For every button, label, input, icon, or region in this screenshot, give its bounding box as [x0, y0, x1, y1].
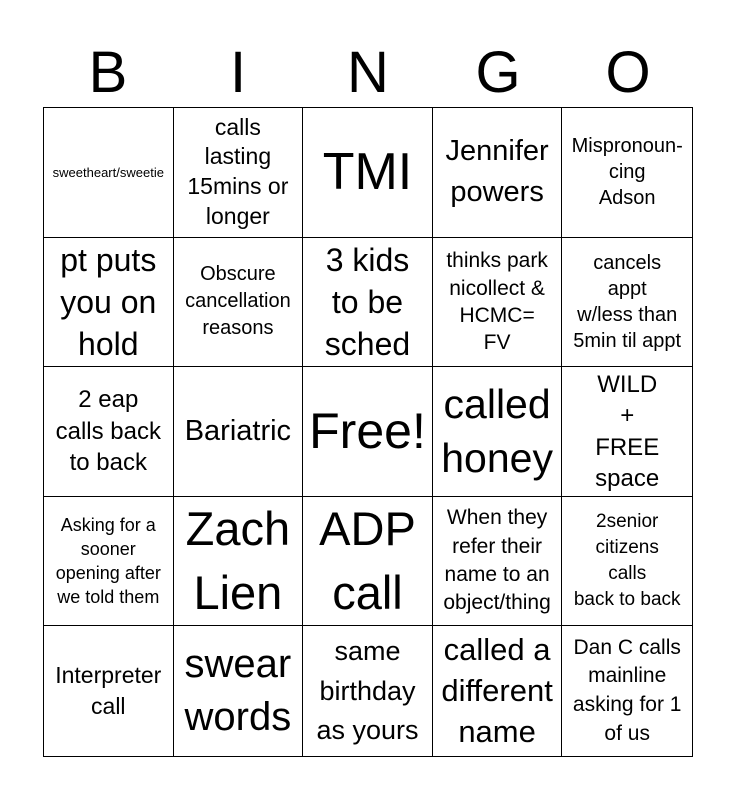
bingo-cell-text: called honey: [441, 381, 553, 482]
bingo-cell-text: 3 kids to be sched: [324, 241, 411, 363]
bingo-cell[interactable]: [303, 238, 433, 368]
bingo-board: [43, 107, 693, 757]
bingo-cell[interactable]: [433, 238, 563, 368]
bingo-cell[interactable]: [44, 108, 174, 238]
bingo-cell-text: Dan C calls mainline asking for 1 of us: [572, 635, 682, 745]
bingo-cell-text: Obscure cancellation reasons: [185, 263, 291, 340]
bingo-cell[interactable]: [174, 108, 304, 238]
bingo-cell[interactable]: [433, 497, 563, 627]
header-letter-n: N: [347, 40, 389, 105]
bingo-cell[interactable]: [433, 626, 563, 756]
bingo-cell-text: sweetheart/sweetie: [52, 164, 164, 180]
bingo-cell-text: Interpreter call: [55, 662, 162, 720]
bingo-cell-text: Free!: [309, 402, 426, 459]
bingo-cell[interactable]: [174, 238, 304, 368]
bingo-cell[interactable]: [562, 626, 692, 756]
bingo-cell[interactable]: [44, 238, 174, 368]
bingo-cell-text: called a different name: [441, 631, 553, 749]
header-letter-b: B: [88, 40, 128, 105]
bingo-cell[interactable]: [44, 497, 174, 627]
bingo-cell-text: 2senior citizens calls back to back: [573, 511, 681, 611]
header-letter-i: I: [229, 40, 247, 105]
bingo-cell-text: Bariatric: [184, 415, 292, 448]
bingo-cell[interactable]: [44, 367, 174, 497]
bingo-cell[interactable]: [433, 108, 563, 238]
bingo-cell-text: WILD + FREE space: [595, 371, 660, 492]
bingo-cell[interactable]: [562, 497, 692, 627]
bingo-cell-text: same birthday as yours: [316, 636, 419, 745]
bingo-cell-text: calls lasting 15mins or longer: [187, 113, 289, 230]
bingo-cell[interactable]: [174, 497, 304, 627]
header-letter-g: G: [475, 40, 521, 105]
bingo-cell-text: swear words: [184, 642, 292, 740]
bingo-cell[interactable]: [303, 367, 433, 497]
bingo-cell-text: thinks park nicollect & HCMC= FV: [446, 249, 548, 355]
bingo-cell[interactable]: [562, 238, 692, 368]
bingo-cell-text: cancels appt w/less than 5min til appt: [573, 251, 682, 352]
bingo-cell[interactable]: [44, 626, 174, 756]
bingo-header: [43, 40, 693, 106]
bingo-cell-text: TMI: [322, 142, 413, 201]
bingo-cell[interactable]: [562, 108, 692, 238]
bingo-cell-text: Mispronoun- cing Adson: [571, 135, 683, 210]
bingo-cell[interactable]: [174, 367, 304, 497]
bingo-cell[interactable]: [303, 497, 433, 627]
bingo-cell[interactable]: [433, 367, 563, 497]
bingo-cell-text: Jennifer powers: [445, 135, 549, 209]
bingo-cell[interactable]: [562, 367, 692, 497]
bingo-cell[interactable]: [303, 626, 433, 756]
bingo-cell-text: Asking for a sooner opening after we told them: [55, 514, 161, 608]
header-letter-o: O: [605, 40, 651, 105]
bingo-cell-text: pt puts you on hold: [60, 241, 157, 363]
bingo-cell-text: When they refer their name to an object/thing: [443, 506, 551, 615]
bingo-cell[interactable]: [303, 108, 433, 238]
bingo-cell-text: ADP call: [319, 502, 416, 620]
bingo-cell[interactable]: [174, 626, 304, 756]
bingo-cell-text: 2 eap calls back to back: [55, 385, 161, 477]
bingo-cell-text: Zach Lien: [185, 502, 291, 620]
